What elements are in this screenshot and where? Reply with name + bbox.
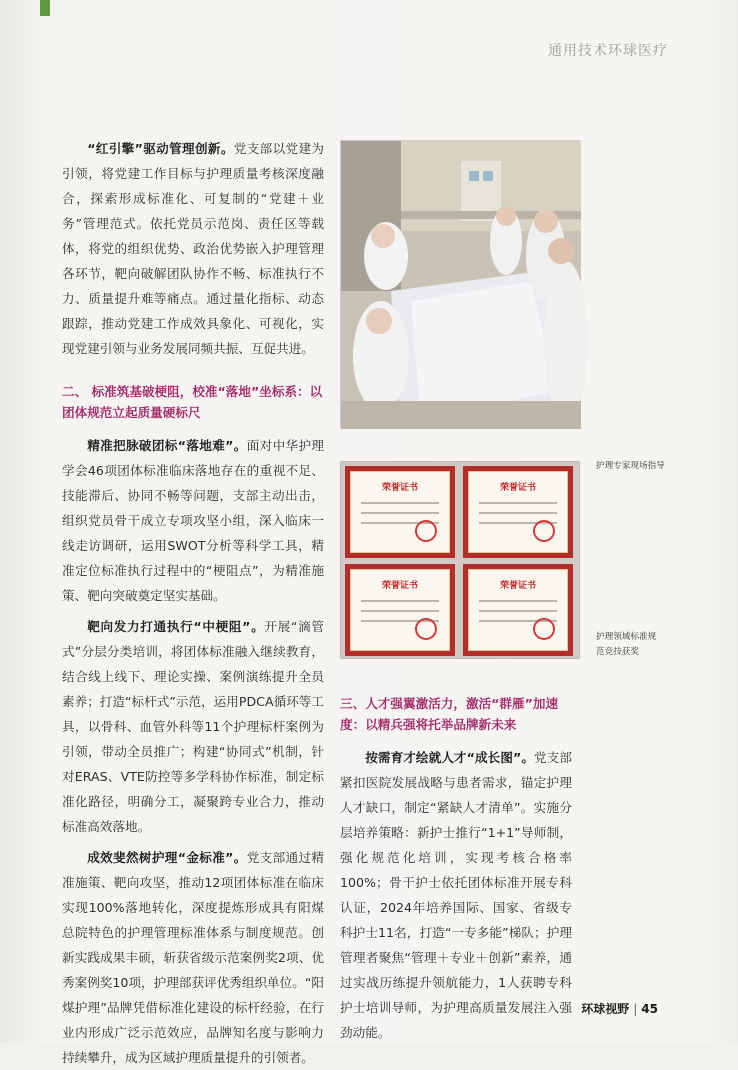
paragraph-text: 开展“滴管式”分层分类培训，将团体标准融入继续教育，结合线上线下、理论实操、案例演练提升全员素养；打造“标杆式”示范，运用PDCA循环等工具，以骨科、血管外科等11个护理标杆案例为引领，带动全员推广；构建“协同式”机制，针对ERAS、VTE防控等多学科协作标准，制定标准化路径，明确分工，凝聚跨专业合力，推动标准高效落地。 bbox=[62, 619, 324, 834]
photo1-caption: 护理专家现场指导 bbox=[596, 461, 665, 471]
certificate-title: 荣誉证书 bbox=[499, 581, 536, 591]
photo2-caption: 护理领域标准规范竞技获奖 bbox=[596, 632, 657, 657]
seal-icon bbox=[533, 618, 555, 640]
paragraph-execution bbox=[62, 614, 324, 839]
photo-nurses-ward bbox=[340, 140, 580, 428]
paragraph-talent bbox=[340, 745, 572, 1045]
paragraph-red-engine bbox=[62, 136, 324, 361]
paragraph-diagnosis bbox=[62, 433, 324, 608]
seal-icon bbox=[415, 520, 437, 542]
page-number: 45 bbox=[641, 1002, 658, 1016]
certificate bbox=[345, 564, 455, 656]
seal-icon bbox=[415, 618, 437, 640]
photo-certificates bbox=[340, 461, 580, 659]
footer-separator: | bbox=[633, 1002, 638, 1016]
seal-icon bbox=[533, 520, 555, 542]
section-heading-3: 三、人才强翼激活力，激活“群雁”加速度：以精兵强将托举品牌新未来 bbox=[340, 696, 559, 732]
paragraph-lead: 成效斐然树护理“金标准”。 bbox=[87, 850, 247, 865]
paragraph-text: 党支部以党建为引领，将党建工作目标与护理质量考核深度融合，探索形成标准化、可复制的“党建＋业务”管理范式。依托党员示范岗、责任区等载体，将党的组织优势、政治优势嵌入护理管理各环节，靶向破解团队协作不畅、标准执行不力、质量提升难等痛点。通过量化指标、动态跟踪，推动党建工作成效具象化、可视化，实现党建引领与业务发展同频共振、互促共进。 bbox=[62, 141, 325, 356]
certificate bbox=[463, 466, 573, 558]
page-footer bbox=[581, 1000, 658, 1017]
section-tab-marker bbox=[40, 0, 50, 16]
right-column bbox=[340, 693, 572, 1045]
paragraph-text: 党支部通过精准施策、靶向攻坚，推动12项团体标准在临床实现100%落地转化，深度提炼形成具有阳煤总院特色的护理管理标准体系与制度规范。创新实践成果丰硕，斩获省级示范案例奖2项、优秀案例奖10项，护理部获评优秀组织单位。“阳煤护理”品牌凭借标准化建设的标杆经验，在行业内形成广泛示范效应，品牌知名度与影响力持续攀升，成为区域护理质量提升的引领者。 bbox=[62, 850, 325, 1065]
paragraph-lead: 按需育才绘就人才“成长图”。 bbox=[365, 750, 535, 765]
paragraph-text: 面对中华护理学会46项团体标准临床落地存在的重视不足、技能滞后、协同不畅等问题，支部主动出击，组织党员骨干成立专项攻坚小组，深入临床一线走访调研，运用SWOT分析等科学工具，精准定位标准执行过程中的“梗阻点”，为精准施策、靶向突破奠定坚实基础。 bbox=[62, 438, 325, 603]
paragraph-lead: 精准把脉破团标“落地难”。 bbox=[87, 438, 247, 453]
left-column bbox=[62, 136, 324, 1070]
paragraph-text: 党支部紧扣医院发展战略与患者需求，锚定护理人才缺口，制定“紧缺人才清单”。实施分层培养策略：新护士推行“1+1”导师制，强化规范化培训，实现考核合格率100%；骨干护士依托团体标准开展专科认证，2024年培养国际、国家、省级专科护士11名，打造“一专多能”梯队；护理管理者聚焦“管理＋专业＋创新”素养，通过实战历练提升领航能力，1人获聘专科护士培训导师，为护理高质量发展注入强劲动能。 bbox=[340, 750, 572, 1040]
certificate-title: 荣誉证书 bbox=[381, 581, 418, 591]
running-header: 通用技术环球医疗 bbox=[548, 43, 668, 59]
paragraph-results bbox=[62, 845, 324, 1070]
certificate-title: 荣誉证书 bbox=[499, 483, 536, 493]
section-heading-2: 二、 标准筑基破梗阻，校准“落地”坐标系：以团体规范立起质量硬标尺 bbox=[62, 384, 323, 420]
certificate bbox=[463, 564, 573, 656]
paragraph-lead: 靶向发力打通执行“中梗阻”。 bbox=[87, 619, 265, 634]
magazine-name: 环球视野 bbox=[581, 1002, 630, 1016]
certificate bbox=[345, 466, 455, 558]
certificate-title: 荣誉证书 bbox=[381, 483, 418, 493]
paragraph-lead: “红引擎”驱动管理创新。 bbox=[87, 141, 234, 156]
photo-nurses-ward-illustration bbox=[341, 141, 581, 429]
